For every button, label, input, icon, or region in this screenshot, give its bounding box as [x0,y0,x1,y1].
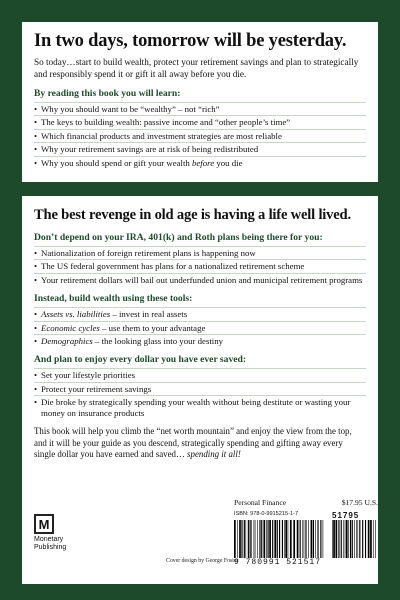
main-panel [22,196,378,584]
barcode-bar [244,520,245,558]
barcode-bar [352,520,353,558]
ira-heading: Don’t depend on your IRA, 401(k) and Roth plans being there for you: [34,232,323,243]
logo-mark-icon [34,514,54,534]
barcode-bar [290,520,292,558]
barcode-bar [300,520,301,558]
tool-desc: – the looking glass into your destiny [92,336,224,347]
barcode-bar [268,520,269,558]
list-item [34,307,366,320]
barcode-bar [297,520,299,558]
tools-group [34,293,366,347]
publisher-name-line2: Publishing [34,544,67,551]
list-item: • Your retirement dollars will bail out underfunded union and municipal retirement programs [34,273,366,286]
isbn-label: ISBN: 978-0-9915215-1-7 [234,511,299,517]
barcode-bar [263,520,265,558]
closing-text [34,426,366,461]
barcode-bar [345,520,346,558]
closing-emphasis: spending it all! [187,449,241,460]
barcode-bar [359,520,360,558]
list-item: • Nationalization of foreign retirement plans is happening now [34,246,366,259]
tool-term: Assets vs. liabilities [41,309,111,320]
price-box [234,498,378,571]
barcode-bar [257,520,258,558]
barcode-bar [302,520,303,558]
tool-desc: – invest in real assets [110,309,188,320]
ira-list [34,246,366,286]
barcode-bar [254,520,255,558]
barcode-bar [311,520,313,558]
cover-credit: Cover design by George Foster [166,558,239,564]
list-item: • The US federal government has plans for a nationalized retirement scheme [34,259,366,272]
list-item [34,334,366,347]
barcode-bar [282,520,283,558]
ean-barcode-icon [234,520,326,558]
publisher-logo [34,514,74,552]
tool-term: Economic cycles [41,322,100,333]
intro-text: So today…start to build wealth, protect your retirement savings and plan to strategically and responsibly spend it or gift it all away before you die. [34,57,359,79]
list-item: • Why your retirement savings are at risk of being redistributed [34,142,366,155]
barcode-bar [333,520,335,558]
barcode-bar [250,520,251,558]
barcode-bar [313,520,314,558]
barcode-bar [255,520,256,558]
barcode-bar [308,520,309,558]
list-item: • Set your lifestyle priorities [34,368,366,381]
barcode-bar [239,520,241,558]
emphasis-text: before [192,157,215,168]
logo-letter: M [38,516,50,532]
enjoy-list [34,368,366,419]
barcode-bar [266,520,267,558]
barcode-bar [346,520,348,558]
tools-heading: Instead, build wealth using these tools: [34,293,193,305]
ean-number: 9 780991 521517 [234,558,322,567]
barcode-bar [272,520,273,558]
price-label: $17.95 U.S. [341,498,378,507]
barcode-bar [234,520,236,558]
barcode-bar [304,520,305,558]
barcode-bar [259,520,260,558]
barcode-bar [375,520,376,558]
intro-panel [22,22,378,182]
barcode-bar [350,520,351,558]
barcode-bar [317,520,318,558]
barcode-area [234,511,378,571]
barcode-bar [288,520,289,558]
barcode-bar [370,520,372,558]
barcode-bar [251,520,252,558]
section-headline: The best revenge in old age is having a life well lived. [34,207,351,223]
list-item: • Why you should want to be “wealthy” – not “rich” [34,102,366,115]
barcode-bar [284,520,285,558]
category-label: Personal Finance [234,498,287,507]
barcode-bar [246,520,247,558]
barcode-bar [320,520,321,558]
ira-group [34,232,366,286]
enjoy-group [34,354,366,419]
list-item [34,156,366,169]
price-row [234,498,378,508]
learn-list [34,102,366,169]
barcode-bar [269,520,271,558]
list-item-text: Why you should spend or gift your wealth [41,157,192,168]
addon-number: 51795 [332,511,360,520]
barcode-bar [341,520,342,558]
list-item: • Which financial products and investment strategies are most reliable [34,129,366,142]
barcode-bar [293,520,295,558]
barcode-bar [241,520,242,558]
barcode-bar [354,520,355,558]
list-item [34,321,366,334]
barcode-bar [362,520,363,558]
publisher-name-line1: Monetary [34,536,64,543]
barcode-bar [315,520,316,558]
barcode-bar [285,520,287,558]
barcode-bar [332,520,333,558]
barcode-bar [248,520,249,558]
tool-desc: – use them to your advantage [99,322,206,333]
barcode-bar [338,520,339,558]
tool-term: Demographics [41,336,93,347]
barcode-bar [356,520,357,558]
barcode-bar [274,520,276,558]
barcode-bar [261,520,262,558]
barcode-bar [237,520,238,558]
list-item: • The keys to building wealth: passive income and “other people’s time” [34,115,366,128]
list-item: • Die broke by strategically spending your wealth without being destitute or wasting your money on insurance products [34,395,366,419]
barcode-bar [323,520,324,558]
barcode-bar [348,520,349,558]
list-item: • Protect your retirement savings [34,382,366,395]
barcode-bar [373,520,374,558]
closing-body: This book will help you climb the “net worth mountain” and enjoy the view from the top, and it will be your guide as you descend, strategically spending and gifting away every single dollar you have earned and saved… [34,426,352,460]
barcode-bar [365,520,366,558]
barcode-bar [279,520,280,558]
barcode-bar [277,520,278,558]
barcode-bar [358,520,359,558]
barcode-bar [368,520,370,558]
tools-list [34,307,366,347]
enjoy-heading: And plan to enjoy every dollar you have ever saved: [34,354,247,366]
learn-heading: By reading this book you will learn: [34,88,181,99]
barcode-bar [305,520,306,558]
barcode-bar [343,520,344,558]
back-matter [34,498,378,580]
list-item-text: you die [214,157,243,168]
addon-barcode-icon [332,520,376,558]
headline: In two days, tomorrow will be yesterday. [34,31,347,51]
barcode-bar [336,520,338,558]
